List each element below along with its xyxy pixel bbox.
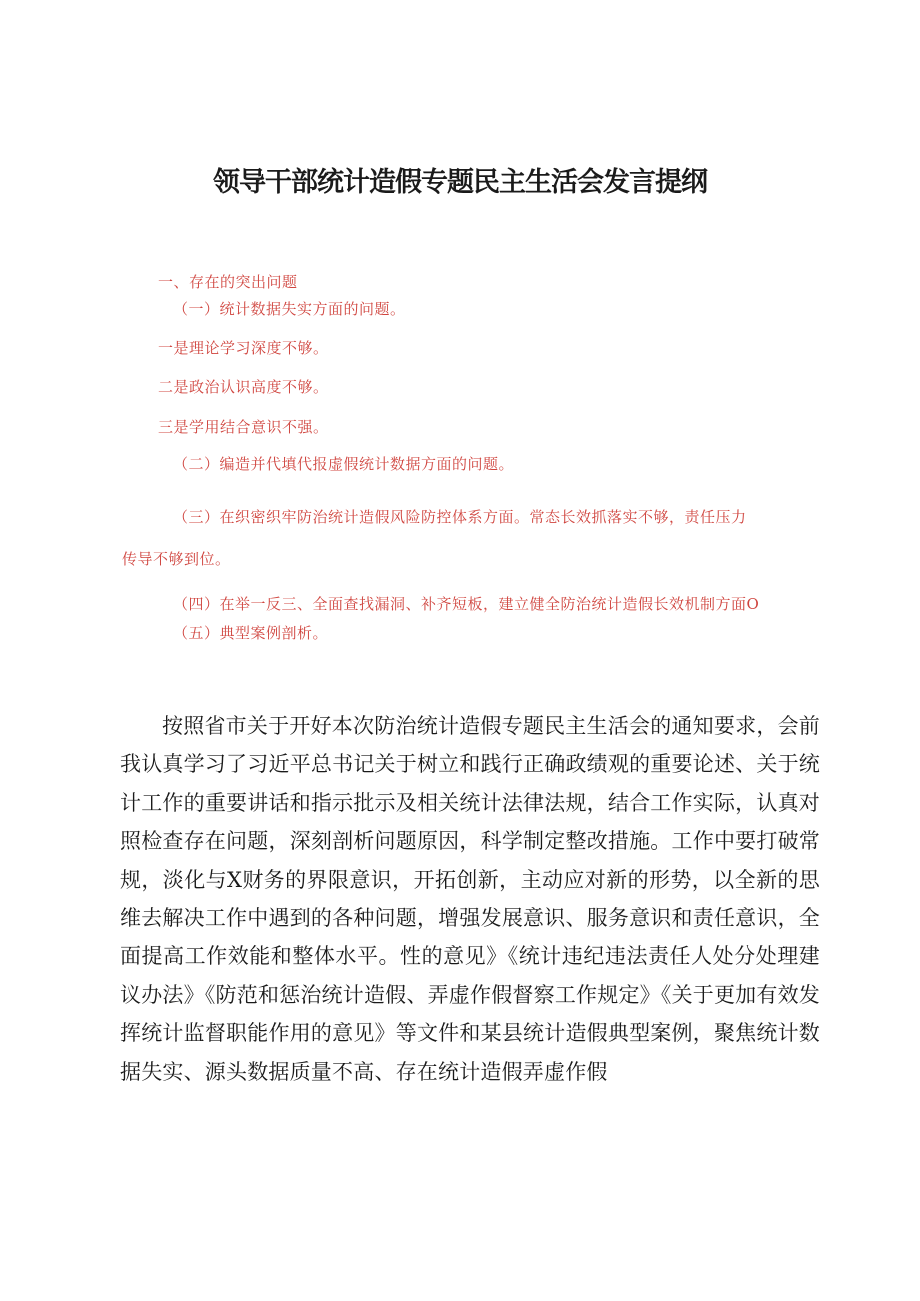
outline-subheading-2: （二）编造并代填代报虚假统计数据方面的问题。: [173, 455, 515, 473]
outline-item-1: 一是理论学习深度不够。: [158, 339, 329, 357]
outline-subheading-5: （五）典型案例剖析。: [173, 624, 329, 642]
outline-item-3: 三是学用结合意识不强。: [158, 418, 329, 436]
outline-subheading-3-line2: 传导不够到位。: [122, 550, 231, 568]
outline-subheading-1: （一）统计数据失实方面的问题。: [173, 300, 406, 318]
outline-item-2: 二是政治认识高度不够。: [158, 378, 329, 396]
document-title: 领导干部统计造假专题民主生活会发言提纲: [213, 167, 707, 198]
outline-section-heading: 一、存在的突出问题: [158, 273, 298, 291]
body-paragraph: 按照省市关于开好本次防治统计造假专题民主生活会的通知要求，会前我认真学习了习近平总书记关于树立和践行正确政绩观的重要论述、关于统计工作的重要讲话和指示批示及相关统计法律法规，结合工作实际，认真对照检查存在问题，深刻剖析问题原因，科学制定整改措施。工作中要打破常规，淡化与X财务的界限意识，开拓创新，主动应对新的形势，以全新的思维去解决工作中遇到的各种问题，增强发展意识、服务意识和责任意识，全面提高工作效能和整体水平。性的意见》《统计违纪违法责任人处分处理建议办法》《防范和惩治统计造假、弄虚作假督察工作规定》《关于更加有效发挥统计监督职能作用的意见》等文件和某县统计造假典型案例，聚焦统计数据失实、源头数据质量不高、存在统计造假弄虚作假: [120, 714, 820, 1084]
outline-subheading-4: （四）在举一反三、全面查找漏洞、补齐短板，建立健全防治统计造假长效机制方面O: [173, 595, 760, 613]
outline-subheading-3-line1: （三）在织密织牢防治统计造假风险防控体系方面。常态长效抓落实不够，责任压力: [173, 508, 747, 526]
